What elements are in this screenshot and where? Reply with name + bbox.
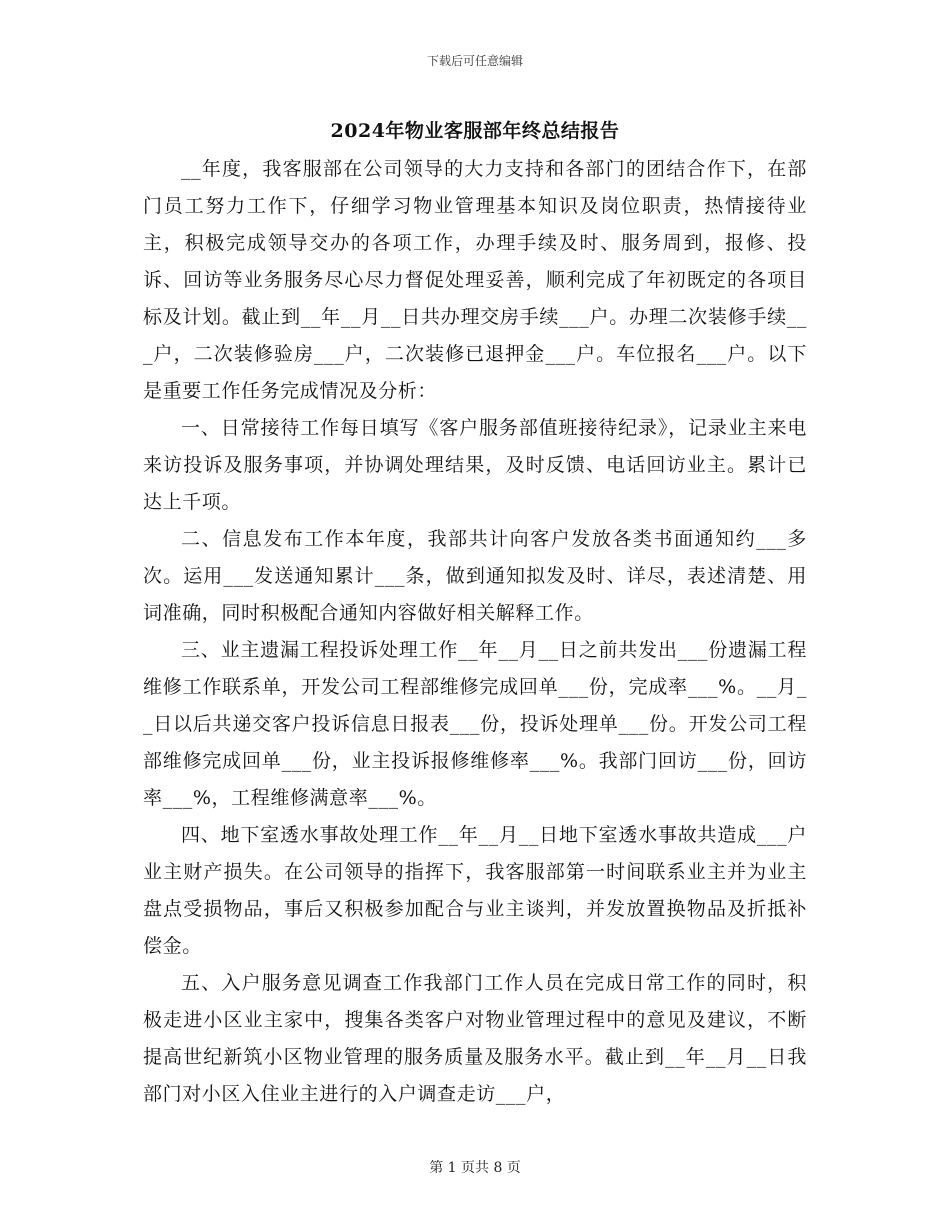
paragraph-complaints: 三、业主遗漏工程投诉处理工作__年__月__日之前共发出___份遗漏工程维修工作联系单，开发公司工程部维修完成回单___份，完成率___%。__月__日以后共递交客户投诉信息日报表___份，投诉处理单___份。开发公司工程部维修完成回单___份，业主投诉报修维修率___%。我部门回访___份，回访率___%，工程维修满意率___%。 xyxy=(143,639,807,809)
paragraph-basement-flood: 四、地下室透水事故处理工作__年__月__日地下室透水事故共造成___户业主财产损失。在公司领导的指挥下，我客服部第一时间联系业主并为业主盘点受损物品，事后又积极参加配合与业主谈判，并发放置换物品及折抵补偿金。 xyxy=(143,824,807,957)
document-body xyxy=(143,151,807,1113)
paragraph-intro: __年度，我客服部在公司领导的大力支持和各部门的团结合作下，在部门员工努力工作下，仔细学习物业管理基本知识及岗位职责，热情接待业主，积极完成领导交办的各项工作，办理手续及时、服务周到，报修、投诉、回访等业务服务尽心尽力督促处理妥善，顺利完成了年初既定的各项目标及计划。截止到__年__月__日共办理交房手续___户。办理二次装修手续___户，二次装修验房___户，二次装修已退押金___户。车位报名___户。以下是重要工作任务完成情况及分析： xyxy=(143,158,807,402)
paragraph-survey: 五、入户服务意见调查工作我部门工作人员在完成日常工作的同时，积极走进小区业主家中，搜集各类客户对物业管理过程中的意见及建议，不断提高世纪新筑小区物业管理的服务质量及服务水平。截止到__年__月__日我部门对小区入住业主进行的入户调查走访___户， xyxy=(143,972,807,1105)
document-title: 2024年物业客服部年终总结报告 xyxy=(330,120,620,142)
page-number: 第 1 页共 8 页 xyxy=(429,1160,521,1176)
paragraph-reception: 一、日常接待工作每日填写《客户服务部值班接待纪录》，记录业主来电来访投诉及服务事项，并协调处理结果，及时反馈、电话回访业主。累计已达上千项。 xyxy=(143,417,807,513)
page-header-note: 下载后可任意编辑 xyxy=(426,54,523,68)
paragraph-notices: 二、信息发布工作本年度，我部共计向客户发放各类书面通知约___多次。运用___发送通知累计___条，做到通知拟发及时、详尽，表述清楚、用词准确，同时积极配合通知内容做好相关解释工作。 xyxy=(143,528,807,624)
